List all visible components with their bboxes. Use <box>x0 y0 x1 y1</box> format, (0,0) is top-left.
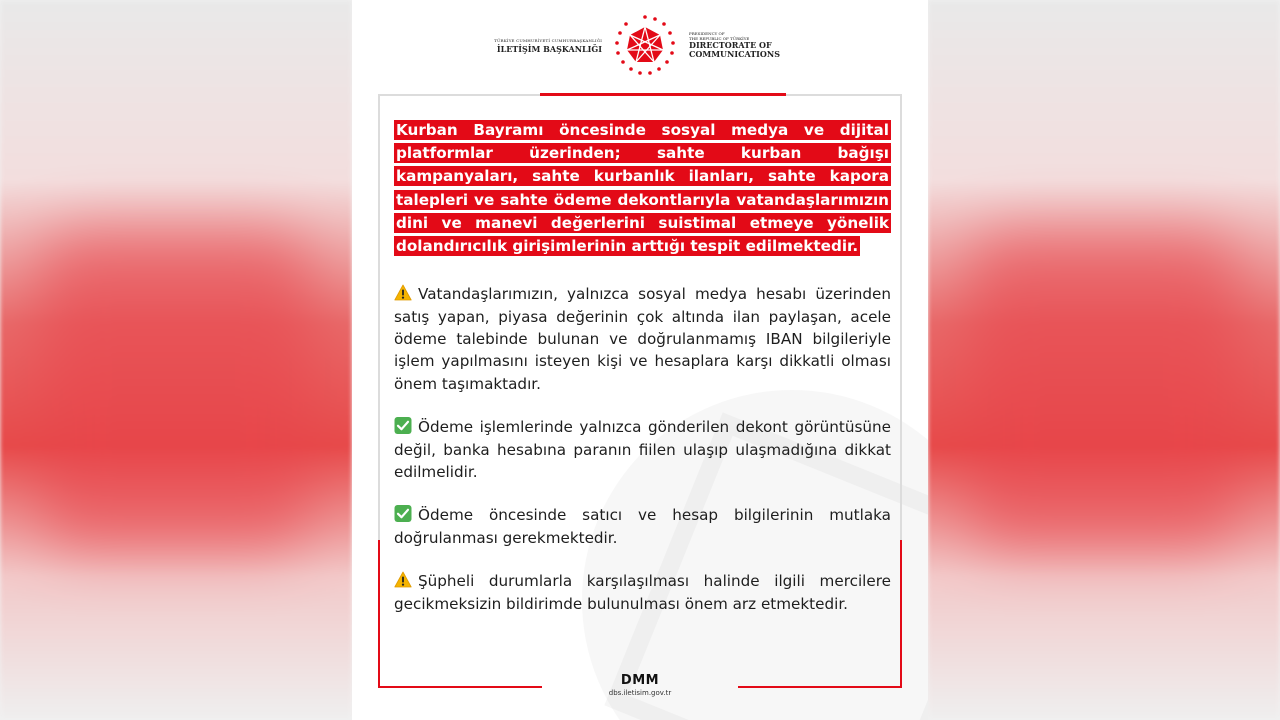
footer-url: dbs.iletisim.gov.tr <box>608 689 672 697</box>
frame-bottom-right-accent <box>738 686 902 688</box>
paragraph-1-text: Vatandaşlarımızın, yalnızca sosyal medya hesabı üzerinden satış yapan, piyasa değerinin çok altında ilan paylaşan, acele ödeme talebinde bulunan ve doğrulanmamış IBAN bilgileriyle işlem yapılmasını isteyen kişi ve hesaplara karşı dikkatli olması önem taşımaktadır. <box>394 285 891 393</box>
check-icon <box>394 417 412 434</box>
warning-icon <box>394 284 412 301</box>
paragraph-3-text: Ödeme öncesinde satıcı ve hesap bilgilerinin mutlaka doğrulanması gerekmektedir. <box>394 506 891 547</box>
org-en-title-1: DIRECTORATE OF <box>689 40 772 50</box>
paragraph-2-text: Ödeme işlemlerinde yalnızca gönderilen dekont görüntüsüne değil, banka hesabına paranın fiilen ulaşıp ulaşmadığına dikkat edilmelidir. <box>394 418 891 482</box>
paragraph-2 <box>394 416 891 483</box>
frame-right-accent <box>900 540 902 687</box>
announcement-post <box>352 0 928 720</box>
post-footer <box>578 674 702 698</box>
paragraph-1 <box>394 283 891 395</box>
org-tr-title: İLETİŞİM BAŞKANLIĞI <box>496 44 602 54</box>
org-en-subtitle-1: PRESIDENCY OF <box>689 31 725 36</box>
blurred-background-right <box>928 0 1280 720</box>
org-en-title-2: COMMUNICATIONS <box>689 49 780 59</box>
post-header <box>352 12 928 78</box>
dmm-logo: DMM <box>620 673 660 688</box>
highlighted-intro <box>394 119 891 258</box>
check-icon <box>394 505 412 522</box>
org-en-subtitle-2: THE REPUBLIC OF TÜRKİYE <box>689 36 750 41</box>
paragraph-4-text: Şüpheli durumlarla karşılaşılması halinde ilgili mercilere gecikmeksizin bildirimde bulunulması önem arz etmektedir. <box>394 572 891 613</box>
highlighted-intro-text: Kurban Bayramı öncesinde sosyal medya ve dijital platformlar üzerinden; sahte kurban bağışı kampanyaları, sahte kurbanlık ilanları, sahte kapora talepleri ve sahte ödeme dekontlarıyla vatandaşlarımızın dini ve manevi değerlerini suistimal etmeye yönelik dolandırıcılık girişimlerinin arttığı tespit edilmektedir. <box>396 121 889 256</box>
org-tr-subtitle: TÜRKİYE CUMHURİYETİ CUMHURBAŞKANLIĞI <box>494 38 602 43</box>
organization-name-en <box>689 31 780 59</box>
frame-left-accent <box>378 540 380 687</box>
frame-bottom-left-accent <box>378 686 542 688</box>
paragraph-4 <box>394 570 891 615</box>
blurred-background-left <box>0 0 352 720</box>
paragraph-3 <box>394 504 891 549</box>
warning-icon <box>394 571 412 588</box>
frame-right-border <box>900 94 902 540</box>
presidential-emblem-icon <box>614 14 676 76</box>
announcement-content <box>394 119 891 615</box>
frame-left-border <box>378 94 380 540</box>
organization-name-tr <box>494 38 602 54</box>
frame-top-accent <box>540 93 786 96</box>
